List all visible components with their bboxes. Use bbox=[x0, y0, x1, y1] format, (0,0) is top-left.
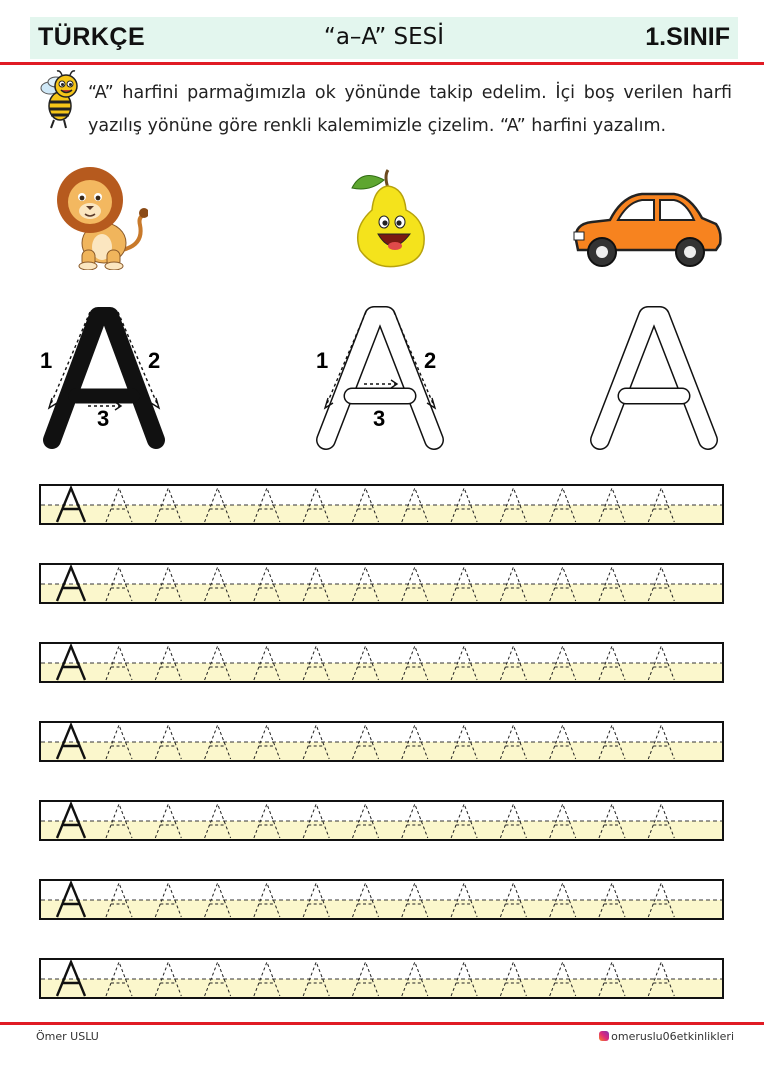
practice-row[interactable] bbox=[39, 800, 724, 841]
row-guides bbox=[41, 723, 722, 760]
stroke-number-3: 3 bbox=[97, 406, 110, 431]
instruction-text: “A” harfini parmağımızla ok yönünde takip edelim. İçi boş verilen harfi yazılış yönüne göre renkli kalemimizle çizelim. “A” harfini yazalım. bbox=[88, 83, 732, 136]
row-guides bbox=[41, 565, 722, 602]
practice-row[interactable] bbox=[39, 958, 724, 999]
row-guides bbox=[41, 881, 722, 918]
practice-row[interactable] bbox=[39, 879, 724, 920]
page-title: “a–A” SESİ bbox=[323, 24, 445, 50]
letter-a-blank-outline bbox=[586, 302, 722, 450]
instagram-text: omeruslu06etkinlikleri bbox=[611, 1030, 734, 1043]
practice-row[interactable] bbox=[39, 642, 724, 683]
letter-a-outline-guide bbox=[312, 302, 448, 450]
stroke-number-1: 1 bbox=[316, 348, 329, 373]
grade-label: 1.SINIF bbox=[645, 23, 730, 51]
bee-icon bbox=[36, 70, 84, 130]
subject-title: TÜRKÇE bbox=[38, 23, 146, 51]
instagram-handle bbox=[599, 1030, 734, 1043]
stroke-number-3: 3 bbox=[373, 406, 386, 431]
stroke-number-2: 2 bbox=[148, 348, 161, 373]
instagram-icon bbox=[599, 1031, 609, 1041]
bottom-divider bbox=[0, 1022, 764, 1025]
stroke-number-2: 2 bbox=[424, 348, 437, 373]
practice-row[interactable] bbox=[39, 563, 724, 604]
pear-icon bbox=[340, 166, 436, 270]
car-icon bbox=[570, 188, 724, 272]
top-divider bbox=[0, 62, 764, 65]
row-guides bbox=[41, 960, 722, 997]
row-guides bbox=[41, 486, 722, 523]
practice-row[interactable] bbox=[39, 484, 724, 525]
practice-row[interactable] bbox=[39, 721, 724, 762]
letter-a-solid-guide bbox=[38, 302, 170, 450]
lion-icon bbox=[52, 155, 148, 270]
row-guides bbox=[41, 644, 722, 681]
stroke-number-1: 1 bbox=[40, 348, 53, 373]
row-guides bbox=[41, 802, 722, 839]
author-name: Ömer USLU bbox=[36, 1030, 99, 1043]
header-bar bbox=[30, 17, 738, 59]
